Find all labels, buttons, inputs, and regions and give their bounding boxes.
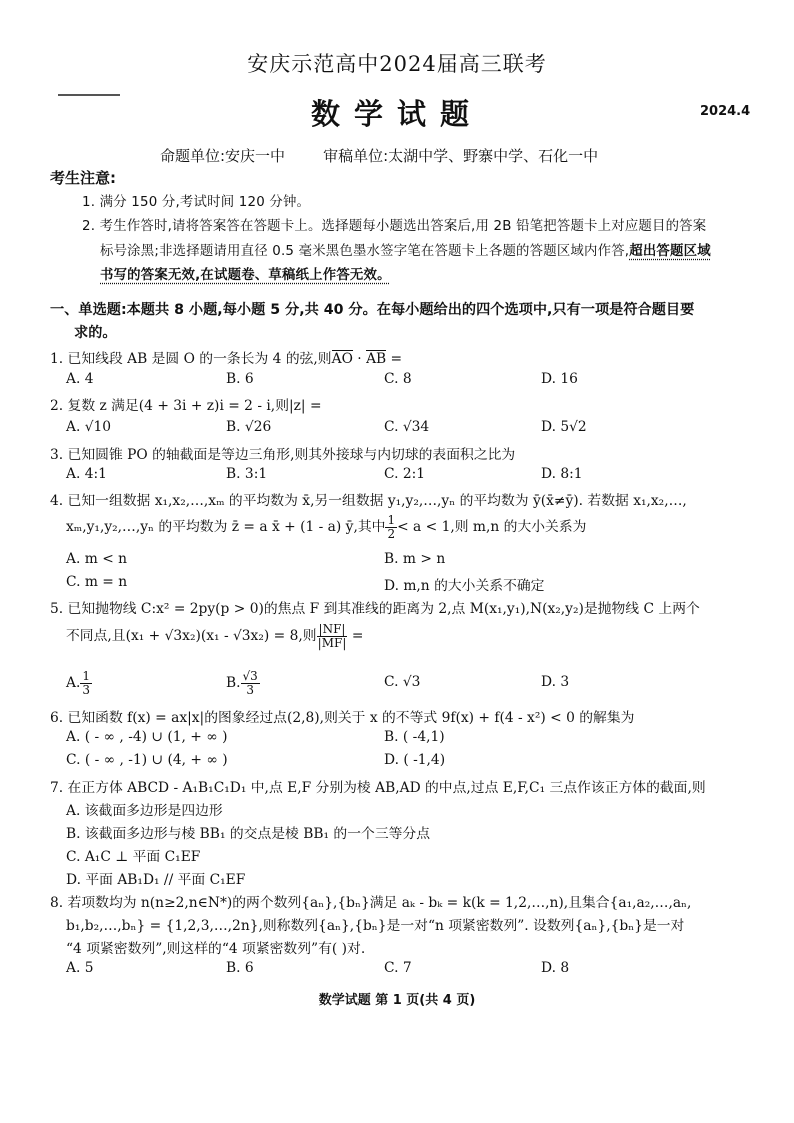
q2-option-d: D. 5√2 [541,419,587,435]
q2-option-c: C. √34 [384,419,430,435]
question-8-line-3: “4 项紧密数列”,则这样的“4 项紧密数列”有( )对. [66,941,366,957]
notice-item-2-text: 标号涂黑;非选择题请用直径 0.5 毫米黑色墨水签字笔在答题卡上各题的答题区域内作答, [100,244,630,259]
q6-option-c: C. ( - ∞ , -1) ∪ (4, + ∞ ) [66,752,228,768]
subject-title: 数学试题 [310,97,483,131]
notice-item-1: 1. 满分 150 分,考试时间 120 分钟。 [82,195,311,210]
q7-option-b: B. 该截面多边形与棱 BB₁ 的交点是棱 BB₁ 的一个三等分点 [66,826,431,842]
question-7-stem: 7. 在正方体 ABCD - A₁B₁C₁D₁ 中,点 E,F 分别为棱 AB,AD 的中点,过点 E,F,C₁ 三点作该正方体的截面,则 [50,780,706,796]
section-1-heading: 一、单选题:本题共 8 小题,每小题 5 分,共 40 分。在每小题给出的四个选项中,只有一项是符合题目要 [50,302,695,318]
question-4-text: xₘ,y₁,y₂,…,yₙ 的平均数为 z̄ = a x̄ + (1 - a) ȳ,其中 [66,519,386,535]
q5-option-a: A. $\frac{1}{3}$ [66,669,90,697]
q3-option-b: B. 3:1 [226,466,268,482]
equals-sign: = [386,351,403,367]
fraction-one-third: $\frac{1}{3}$ [82,669,90,697]
q2-option-a: A. √10 [66,419,112,435]
q7-option-d: D. 平面 AB₁D₁ // 平面 C₁EF [66,872,246,888]
q3-option-c: C. 2:1 [384,466,426,482]
q5-option-c: C. √3 [384,674,421,690]
question-6-stem: 6. 已知函数 f(x) = ax|x|的图象经过点(2,8),则关于 x 的不等式 9f(x) + f(4 - x²) < 0 的解集为 [50,710,635,726]
dot-operator: · [352,351,367,367]
q4-option-d: D. m,n 的大小关系不确定 [384,578,545,594]
question-1-stem [50,347,402,367]
question-3-stem: 3. 已知圆锥 PO 的轴截面是等边三角形,则其外接球与内切球的表面积之比为 [50,447,516,463]
reviewer-unit: 审稿单位:太湖中学、野寨中学、石化一中 [323,147,599,165]
exam-date: 2024.4 [700,104,751,119]
notice-item-2-line-3: 书写的答案无效,在试题卷、草稿纸上作答无效。 [100,268,391,283]
question-4-line-2 [66,514,586,541]
fraction-one-half: $\frac{1}{2}$ [387,513,396,541]
notice-item-2-line-2 [100,240,711,259]
section-1-heading-cont: 求的。 [74,325,117,341]
q8-option-a: A. 5 [66,960,94,976]
q6-option-d: D. ( -1,4) [384,752,446,768]
fraction-root3-over-3: $\frac{√3}{3}$ [242,669,258,697]
q4-option-a: A. m < n [66,551,128,567]
q5-option-d: D. 3 [541,674,570,690]
q3-option-d: D. 8:1 [541,466,583,482]
question-2-stem: 2. 复数 z 满足(4 + 3i + z)i = 2 - i,则|z| = [50,398,322,414]
question-1-text: 1. 已知线段 AB 是圆 O 的一条长为 4 的弦,则 [50,351,332,367]
q4-option-c: C. m = n [66,574,128,590]
q8-option-c: C. 7 [384,960,412,976]
q5-option-b: B. $\frac{√3}{3}$ [226,669,258,697]
question-5-line-1: 5. 已知抛物线 C:x² = 2py(p > 0)的焦点 F 到其准线的距离为 2,点 M(x₁,y₁),N(x₂,y₂)是抛物线 C 上两个 [50,601,700,617]
vector-ab: AB [366,351,387,367]
question-8-line-2: b₁,b₂,…,bₙ} = {1,2,3,…,2n},则称数列{aₙ},{bₙ}是一对“n 项紧密数列”. 设数列{aₙ},{bₙ}是一对 [66,918,685,934]
q4-option-b: B. m > n [384,551,446,567]
equals-sign: = [347,628,364,644]
q8-option-d: D. 8 [541,960,570,976]
q1-option-a: A. 4 [66,371,94,387]
question-5-text: 不同点,且(x₁ + √3x₂)(x₁ - √3x₂) = 8,则 [66,628,317,644]
question-5-line-2 [66,622,363,650]
q1-option-b: B. 6 [226,371,254,387]
q7-option-a: A. 该截面多边形是四边形 [66,803,223,819]
q8-option-b: B. 6 [226,960,254,976]
q1-option-d: D. 16 [541,371,578,387]
vector-ao: AO [331,351,353,367]
exam-title: 安庆示范高中2024届高三联考 [247,52,547,76]
author-units [160,145,598,166]
q6-option-b: B. ( -4,1) [384,729,445,745]
q6-option-a: A. ( - ∞ , -4) ∪ (1, + ∞ ) [66,729,228,745]
notice-heading: 考生注意: [50,169,116,187]
q2-option-b: B. √26 [226,419,272,435]
proposer-unit: 命题单位:安庆一中 [160,147,286,165]
question-8-line-1: 8. 若项数均为 n(n≥2,n∈N*)的两个数列{aₙ},{bₙ}满足 aₖ - bₖ = k(k = 1,2,…,n),且集合{a₁,a₂,…,aₙ, [50,895,692,911]
question-4-condition: < a < 1,则 m,n 的大小关系为 [397,519,587,535]
notice-item-2-emphasis: 超出答题区域 [629,244,711,259]
question-4-line-1: 4. 已知一组数据 x₁,x₂,…,xₘ 的平均数为 x̄,另一组数据 y₁,y₂,…,yₙ 的平均数为 ȳ(x̄≠ȳ). 若数据 x₁,x₂,…, [50,493,687,509]
q7-option-c: C. A₁C ⊥ 平面 C₁EF [66,849,201,865]
fraction-nf-over-mf: $\frac{|NF|}{|MF|}$ [317,622,347,650]
q1-option-c: C. 8 [384,371,412,387]
q3-option-a: A. 4:1 [66,466,107,482]
page-footer: 数学试题 第 1 页(共 4 页) [318,993,476,1008]
notice-item-2-line-1: 2. 考生作答时,请将答案答在答题卡上。选择题每小题选出答案后,用 2B 铅笔把答题卡上对应题目的答案 [82,219,707,234]
